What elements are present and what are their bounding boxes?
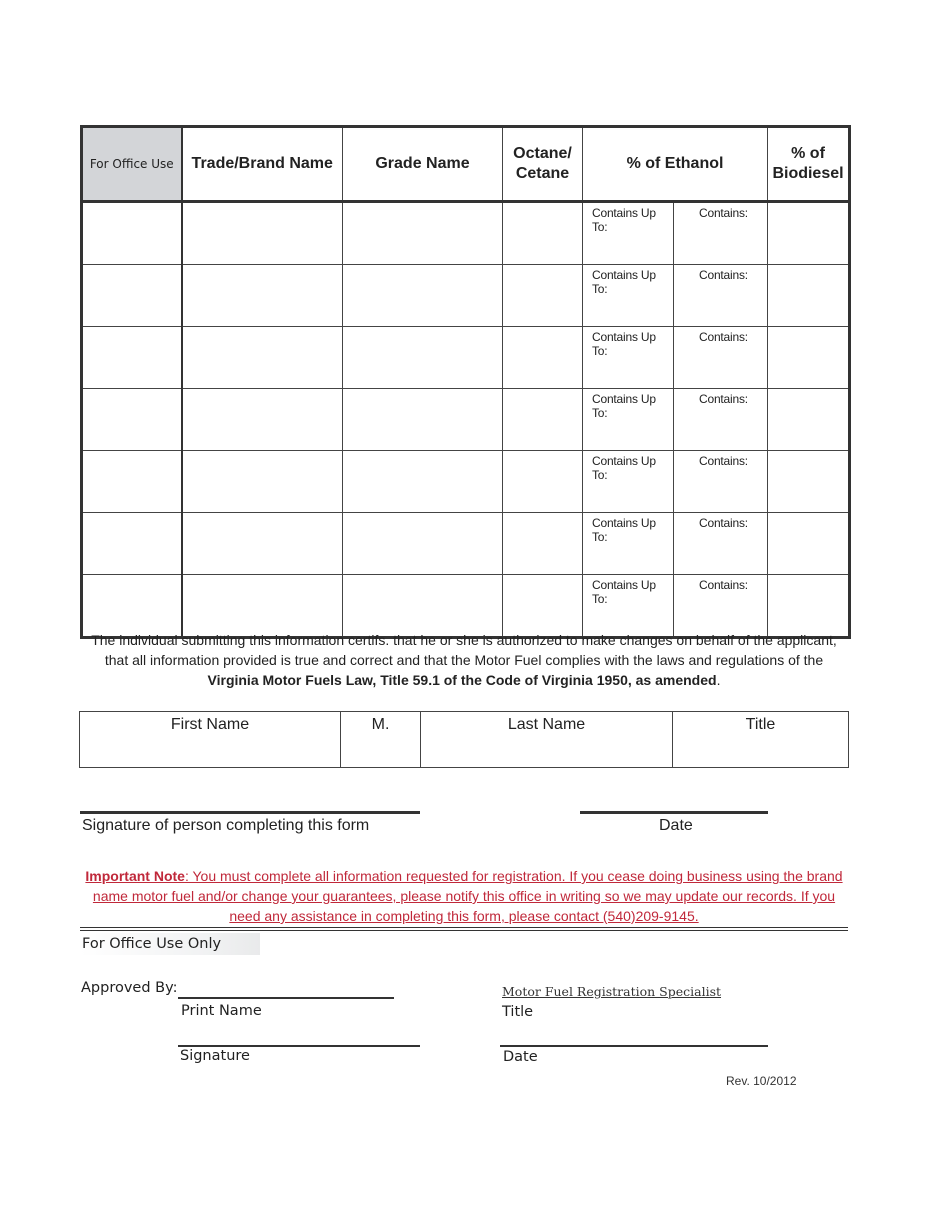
- header-trade-brand: Trade/Brand Name: [182, 127, 343, 202]
- office-use-cell[interactable]: [82, 202, 182, 265]
- table-row: [82, 513, 850, 575]
- title-label: Title: [502, 1004, 534, 1020]
- grade-cell[interactable]: [343, 389, 503, 451]
- certification-end: .: [716, 672, 721, 688]
- title-value: Motor Fuel Registration Specialist: [502, 984, 722, 999]
- office-use-cell[interactable]: [82, 265, 182, 327]
- approved-by-line[interactable]: [178, 997, 394, 999]
- important-note-heading: Important Note: [85, 868, 185, 884]
- biodiesel-cell[interactable]: [768, 575, 850, 638]
- signature-line[interactable]: [80, 811, 420, 814]
- header-office-use: For Office Use: [82, 127, 182, 202]
- contains-up-to-cell[interactable]: Contains Up To:: [583, 202, 674, 265]
- office-use-cell[interactable]: [82, 513, 182, 575]
- date-label: Date: [659, 817, 693, 834]
- octane-cell[interactable]: [503, 265, 583, 327]
- grade-cell[interactable]: [343, 265, 503, 327]
- octane-cell[interactable]: [503, 451, 583, 513]
- octane-cell[interactable]: [503, 327, 583, 389]
- contains-cell[interactable]: Contains:: [674, 513, 768, 575]
- biodiesel-cell[interactable]: [768, 327, 850, 389]
- name-table: [79, 711, 849, 768]
- trade-brand-cell[interactable]: [182, 265, 343, 327]
- header-grade: Grade Name: [343, 127, 503, 202]
- table-row: [82, 575, 850, 638]
- biodiesel-cell[interactable]: [768, 389, 850, 451]
- trade-brand-cell[interactable]: [182, 327, 343, 389]
- middle-initial-field[interactable]: M.: [341, 712, 421, 768]
- grade-cell[interactable]: [343, 202, 503, 265]
- approved-by-label: Approved By:: [81, 980, 178, 996]
- octane-cell[interactable]: [503, 202, 583, 265]
- octane-cell[interactable]: [503, 389, 583, 451]
- contains-up-to-cell[interactable]: Contains Up To:: [583, 451, 674, 513]
- contains-cell[interactable]: Contains:: [674, 451, 768, 513]
- office-date-line[interactable]: [500, 1045, 768, 1047]
- table-row: [82, 451, 850, 513]
- header-octane: Octane/ Cetane: [503, 127, 583, 202]
- header-ethanol: % of Ethanol: [583, 127, 768, 202]
- office-signature-label: Signature: [180, 1048, 250, 1064]
- office-use-cell[interactable]: [82, 575, 182, 638]
- trade-brand-cell[interactable]: [182, 202, 343, 265]
- biodiesel-cell[interactable]: [768, 202, 850, 265]
- octane-cell[interactable]: [503, 513, 583, 575]
- biodiesel-cell[interactable]: [768, 265, 850, 327]
- grade-cell[interactable]: [343, 513, 503, 575]
- contains-up-to-cell[interactable]: Contains Up To:: [583, 327, 674, 389]
- contains-up-to-cell[interactable]: Contains Up To:: [583, 389, 674, 451]
- trade-brand-cell[interactable]: [182, 575, 343, 638]
- office-use-cell[interactable]: [82, 327, 182, 389]
- biodiesel-cell[interactable]: [768, 451, 850, 513]
- biodiesel-cell[interactable]: [768, 513, 850, 575]
- table-row: [82, 327, 850, 389]
- revision-label: Rev. 10/2012: [726, 1074, 797, 1088]
- important-note-text: : You must complete all information requested for registration. If you cease doing business using the brand name motor fuel and/or change your guarantees, please notify this office in writing so we may update our records. If you need any assistance in completing this form, please contact (540)209-9145.: [92, 868, 843, 924]
- trade-brand-cell[interactable]: [182, 389, 343, 451]
- last-name-field[interactable]: Last Name: [421, 712, 673, 768]
- office-use-cell[interactable]: [82, 451, 182, 513]
- office-date-label: Date: [503, 1049, 538, 1065]
- contains-cell[interactable]: Contains:: [674, 202, 768, 265]
- table-row: [82, 265, 850, 327]
- section-divider: [80, 927, 848, 931]
- title-field[interactable]: Title: [673, 712, 849, 768]
- office-use-cell[interactable]: [82, 389, 182, 451]
- contains-up-to-cell[interactable]: Contains Up To:: [583, 575, 674, 638]
- grade-cell[interactable]: [343, 451, 503, 513]
- contains-up-to-cell[interactable]: Contains Up To:: [583, 513, 674, 575]
- contains-cell[interactable]: Contains:: [674, 575, 768, 638]
- date-line[interactable]: [580, 811, 768, 814]
- contains-cell[interactable]: Contains:: [674, 327, 768, 389]
- important-note: [80, 866, 848, 926]
- office-signature-line[interactable]: [178, 1045, 420, 1047]
- office-use-only-heading: For Office Use Only: [80, 933, 260, 955]
- contains-up-to-cell[interactable]: Contains Up To:: [583, 265, 674, 327]
- trade-brand-cell[interactable]: [182, 451, 343, 513]
- octane-cell[interactable]: [503, 575, 583, 638]
- contains-cell[interactable]: Contains:: [674, 265, 768, 327]
- grade-cell[interactable]: [343, 327, 503, 389]
- first-name-field[interactable]: First Name: [80, 712, 341, 768]
- trade-brand-cell[interactable]: [182, 513, 343, 575]
- table-header-row: [82, 127, 850, 202]
- table-row: [82, 389, 850, 451]
- grade-cell[interactable]: [343, 575, 503, 638]
- registration-table: [80, 125, 851, 639]
- signature-label: Signature of person completing this form: [82, 817, 370, 834]
- contains-cell[interactable]: Contains:: [674, 389, 768, 451]
- print-name-label: Print Name: [181, 1003, 262, 1019]
- certification-law: Virginia Motor Fuels Law, Title 59.1 of the Code of Virginia 1950, as amended: [207, 672, 717, 688]
- header-biodiesel: % of Biodiesel: [768, 127, 850, 202]
- table-row: [82, 202, 850, 265]
- certification-text: The individual submitting this information certifs. that he or she is authorized to make changes on behalf of the applicant, that all information provided is true and correct and that the Motor Fuel complies with the laws and regulations of the: [91, 632, 837, 668]
- certification-statement: [80, 630, 848, 690]
